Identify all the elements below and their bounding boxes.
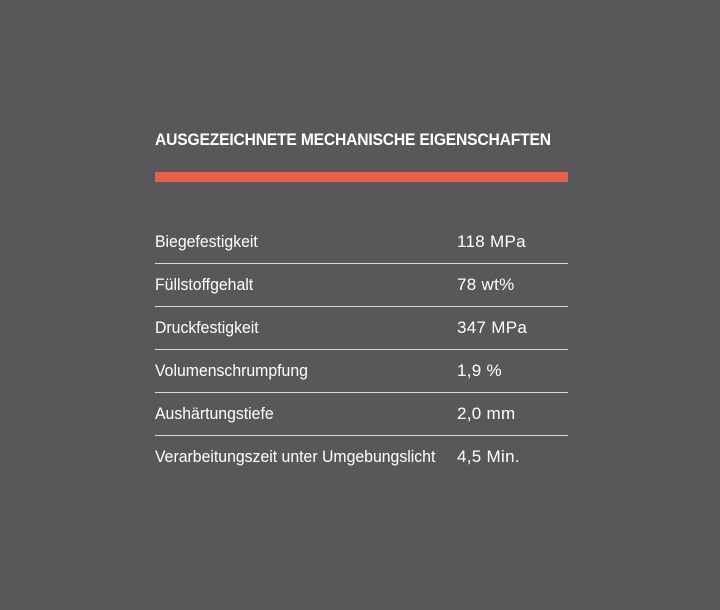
property-value: 1,9 % — [457, 361, 502, 380]
property-value: 4,5 Min. — [457, 447, 520, 466]
property-row-flexural-strength — [155, 221, 568, 264]
property-row-compressive-strength — [155, 307, 568, 350]
properties-table — [155, 221, 568, 478]
property-value: 347 MPa — [457, 318, 528, 337]
property-label: Füllstoffgehalt — [155, 275, 254, 294]
accent-bar — [155, 172, 568, 182]
section-title: AUSGEZEICHNETE MECHANISCHE EIGENSCHAFTEN — [155, 130, 551, 149]
property-label: Verarbeitungszeit unter Umgebungslicht — [155, 447, 436, 466]
property-label: Biegefestigkeit — [155, 232, 258, 251]
property-row-filler-content — [155, 264, 568, 307]
property-value: 118 MPa — [457, 232, 526, 251]
property-row-curing-depth — [155, 393, 568, 436]
property-value: 2,0 mm — [457, 404, 516, 423]
property-row-working-time — [155, 436, 568, 478]
property-label: Druckfestigkeit — [155, 318, 259, 337]
property-label: Aushärtungstiefe — [155, 404, 274, 423]
property-label: Volumenschrumpfung — [155, 361, 308, 380]
property-value: 78 wt% — [457, 275, 515, 294]
property-row-volume-shrinkage — [155, 350, 568, 393]
properties-panel — [155, 128, 568, 478]
